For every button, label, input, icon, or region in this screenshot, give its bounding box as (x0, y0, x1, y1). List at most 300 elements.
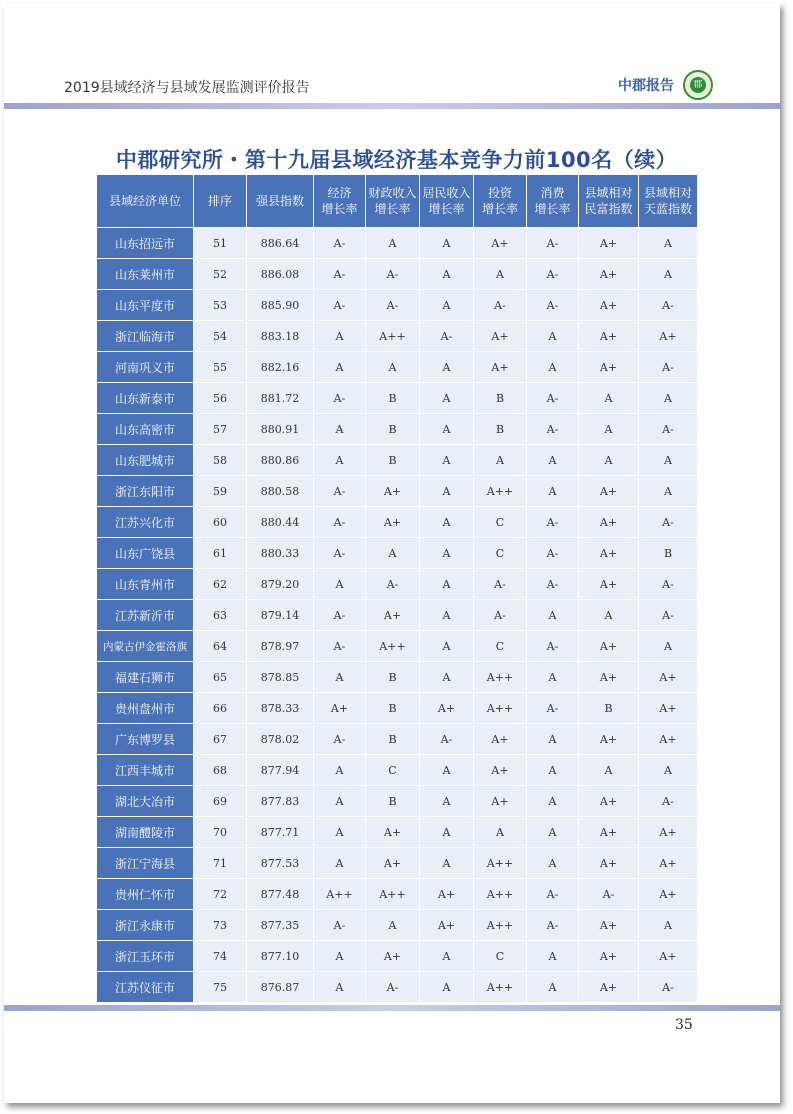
table-cell: A+ (579, 724, 639, 755)
county-name-cell: 山东高密市 (97, 414, 194, 445)
county-name-cell: 山东肥城市 (97, 445, 194, 476)
table-cell: 886.64 (247, 228, 314, 259)
table-cell: A (579, 383, 639, 414)
table-cell: A (639, 445, 698, 476)
table-cell: 67 (194, 724, 247, 755)
table-row (97, 352, 698, 383)
table-cell: B (474, 383, 527, 414)
county-name-cell: 江西丰城市 (97, 755, 194, 786)
table-cell: 70 (194, 817, 247, 848)
table-cell: A+ (579, 569, 639, 600)
table-row (97, 228, 698, 259)
table-cell: 885.90 (247, 290, 314, 321)
table-cell: A+ (579, 321, 639, 352)
table-cell: A+ (474, 724, 527, 755)
table-cell: 55 (194, 352, 247, 383)
table-cell: A (314, 352, 366, 383)
table-cell: 880.44 (247, 507, 314, 538)
table-cell: B (366, 786, 420, 817)
table-row (97, 538, 698, 569)
table-cell: A++ (314, 879, 366, 910)
table-cell: A- (579, 879, 639, 910)
table-cell: A++ (366, 321, 420, 352)
table-cell: C (474, 631, 527, 662)
table-cell: A (527, 755, 579, 786)
column-header-line: 投资 (487, 186, 512, 200)
table-cell: A (420, 600, 474, 631)
table-cell: A (474, 445, 527, 476)
table-cell: A (527, 662, 579, 693)
table-cell: A (314, 786, 366, 817)
table-cell: A- (474, 290, 527, 321)
table-cell: 877.83 (247, 786, 314, 817)
table-cell: A- (527, 910, 579, 941)
table-cell: A+ (579, 786, 639, 817)
county-name-cell: 江苏仪征市 (97, 972, 194, 1003)
table-cell: 57 (194, 414, 247, 445)
table-cell: A- (314, 259, 366, 290)
table-cell: A+ (474, 352, 527, 383)
table-cell: A+ (579, 817, 639, 848)
table-row (97, 600, 698, 631)
table-row (97, 290, 698, 321)
table-cell: A (366, 228, 420, 259)
county-name-cell: 浙江玉环市 (97, 941, 194, 972)
table-cell: A (420, 569, 474, 600)
county-name-cell: 山东广饶县 (97, 538, 194, 569)
column-header (420, 175, 474, 228)
table-cell: B (366, 662, 420, 693)
table-cell: 73 (194, 910, 247, 941)
table-cell: A- (527, 631, 579, 662)
county-name-cell: 浙江临海市 (97, 321, 194, 352)
county-name-cell: 广东博罗县 (97, 724, 194, 755)
table-cell: A (474, 259, 527, 290)
table-cell: 71 (194, 848, 247, 879)
report-title: 2019县域经济与县域发展监测评价报告 (64, 80, 310, 96)
table-cell: A+ (639, 693, 698, 724)
table-cell: A- (366, 569, 420, 600)
table-cell: 54 (194, 321, 247, 352)
header-divider (4, 103, 780, 109)
column-header (314, 175, 366, 228)
table-cell: A (639, 259, 698, 290)
table-cell: A- (314, 476, 366, 507)
county-name-cell: 浙江宁海县 (97, 848, 194, 879)
table-cell: A (639, 755, 698, 786)
table-cell: 878.33 (247, 693, 314, 724)
table-row (97, 321, 698, 352)
table-cell: A- (639, 569, 698, 600)
table-row (97, 507, 698, 538)
table-cell: A- (314, 538, 366, 569)
table-cell: A++ (366, 631, 420, 662)
table-cell: A- (314, 631, 366, 662)
table-cell: A- (639, 786, 698, 817)
table-cell: B (366, 383, 420, 414)
table-cell: A- (366, 290, 420, 321)
county-name-cell: 河南巩义市 (97, 352, 194, 383)
table-cell: 66 (194, 693, 247, 724)
table-cell: A (527, 817, 579, 848)
table-cell: A++ (474, 476, 527, 507)
table-row (97, 631, 698, 662)
table-body (97, 228, 698, 1003)
table-row (97, 476, 698, 507)
table-cell: A (527, 724, 579, 755)
table-cell: A++ (366, 879, 420, 910)
table-cell: A++ (474, 662, 527, 693)
table-cell: A+ (579, 910, 639, 941)
table-cell: 886.08 (247, 259, 314, 290)
column-header-line: 增长率 (534, 202, 571, 216)
table-cell: A+ (579, 941, 639, 972)
table-cell: 63 (194, 600, 247, 631)
column-header-line: 县域经济单位 (108, 194, 181, 208)
table-cell: A (579, 600, 639, 631)
table-cell: A+ (639, 662, 698, 693)
table-cell: 879.20 (247, 569, 314, 600)
table-row (97, 414, 698, 445)
column-header-line: 居民收入 (422, 186, 471, 200)
table-cell: 880.91 (247, 414, 314, 445)
table-cell: 75 (194, 972, 247, 1003)
county-name-cell: 江苏兴化市 (97, 507, 194, 538)
table-cell: C (366, 755, 420, 786)
table-cell: A (639, 228, 698, 259)
table-cell: A (420, 538, 474, 569)
table-cell: 58 (194, 445, 247, 476)
table-cell: A (314, 662, 366, 693)
table-cell: A- (527, 538, 579, 569)
table-cell: 878.85 (247, 662, 314, 693)
table-cell: 878.97 (247, 631, 314, 662)
table-cell: A (420, 941, 474, 972)
table-cell: 52 (194, 259, 247, 290)
county-name-cell: 湖北大冶市 (97, 786, 194, 817)
table-cell: A- (314, 724, 366, 755)
table-cell: 72 (194, 879, 247, 910)
table-cell: B (366, 693, 420, 724)
table-cell: A (420, 259, 474, 290)
county-name-cell: 山东平度市 (97, 290, 194, 321)
table-cell: A (420, 507, 474, 538)
table-cell: A+ (579, 538, 639, 569)
column-header-line: 增长率 (374, 202, 411, 216)
column-header (474, 175, 527, 228)
column-header (97, 175, 194, 228)
table-cell: A (527, 941, 579, 972)
table-row (97, 786, 698, 817)
table-cell: A (527, 786, 579, 817)
table-cell: A (314, 817, 366, 848)
table-row (97, 972, 698, 1003)
table-cell: A (420, 817, 474, 848)
table-cell: A (314, 755, 366, 786)
table-row (97, 569, 698, 600)
table-cell: A+ (639, 724, 698, 755)
table-cell: 880.58 (247, 476, 314, 507)
table-cell: 877.35 (247, 910, 314, 941)
table-cell: A (527, 848, 579, 879)
table-cell: B (366, 724, 420, 755)
table-cell: 877.10 (247, 941, 314, 972)
table-cell: A+ (579, 352, 639, 383)
table-cell: B (579, 693, 639, 724)
column-header-line: 增长率 (428, 202, 465, 216)
table-cell: A+ (579, 631, 639, 662)
table-cell: A- (420, 321, 474, 352)
table-cell: A- (527, 569, 579, 600)
county-name-cell: 山东青州市 (97, 569, 194, 600)
table-cell: 61 (194, 538, 247, 569)
table-cell: A+ (579, 259, 639, 290)
table-cell: A- (527, 879, 579, 910)
table-cell: A- (527, 228, 579, 259)
brand-name: 中郡报告 (618, 78, 674, 94)
table-cell: 882.16 (247, 352, 314, 383)
table-cell: A (420, 476, 474, 507)
table-row (97, 693, 698, 724)
brand-logo-icon (683, 70, 713, 100)
table-cell: 880.33 (247, 538, 314, 569)
table-cell: A- (314, 600, 366, 631)
county-name-cell: 山东招远市 (97, 228, 194, 259)
column-header-line: 增长率 (321, 202, 358, 216)
table-cell: A (639, 910, 698, 941)
table-cell: A+ (639, 879, 698, 910)
county-name-cell: 山东莱州市 (97, 259, 194, 290)
table-cell: 59 (194, 476, 247, 507)
county-name-cell: 贵州盘州市 (97, 693, 194, 724)
table-cell: A+ (474, 228, 527, 259)
table-cell: C (474, 538, 527, 569)
table-cell: 877.53 (247, 848, 314, 879)
table-cell: 64 (194, 631, 247, 662)
table-cell: A++ (474, 693, 527, 724)
county-name-cell: 浙江东阳市 (97, 476, 194, 507)
table-cell: A- (639, 972, 698, 1003)
table-cell: A (639, 383, 698, 414)
column-header (579, 175, 639, 228)
table-row (97, 879, 698, 910)
table-cell: A+ (579, 507, 639, 538)
county-name-cell: 湖南醴陵市 (97, 817, 194, 848)
table-cell: A+ (314, 693, 366, 724)
table-cell: A+ (579, 228, 639, 259)
table-cell: A (579, 414, 639, 445)
page-number: 35 (675, 1017, 693, 1033)
table-cell: 69 (194, 786, 247, 817)
table-cell: A+ (474, 755, 527, 786)
table-cell: A (366, 352, 420, 383)
table-cell: A- (314, 507, 366, 538)
table-row (97, 910, 698, 941)
table-cell: A (314, 941, 366, 972)
county-name-cell: 福建石狮市 (97, 662, 194, 693)
table-cell: 56 (194, 383, 247, 414)
table-cell: 74 (194, 941, 247, 972)
table-cell: A (314, 414, 366, 445)
table-cell: A (474, 817, 527, 848)
table-cell: A (420, 383, 474, 414)
table-cell: A- (527, 383, 579, 414)
table-cell: A+ (420, 910, 474, 941)
table-cell: A+ (474, 786, 527, 817)
table-cell: A+ (474, 321, 527, 352)
column-header (366, 175, 420, 228)
column-header-line: 消费 (540, 186, 565, 200)
table-cell: A+ (420, 879, 474, 910)
table-cell: A+ (366, 507, 420, 538)
table-row (97, 383, 698, 414)
table-row (97, 848, 698, 879)
table-cell: A- (639, 352, 698, 383)
table-cell: A+ (579, 662, 639, 693)
column-header-line: 县域相对 (643, 186, 692, 200)
column-header-line: 增长率 (481, 202, 518, 216)
table-cell: A- (527, 693, 579, 724)
table-cell: A (314, 848, 366, 879)
table-cell: A (579, 755, 639, 786)
table-cell: A (639, 631, 698, 662)
table-cell: A- (527, 414, 579, 445)
logo-char: 郡 (690, 77, 706, 93)
table-row (97, 941, 698, 972)
table-cell: A- (639, 290, 698, 321)
table-cell: A (420, 786, 474, 817)
county-name-cell: 浙江永康市 (97, 910, 194, 941)
table-cell: A- (314, 383, 366, 414)
table-cell: A+ (366, 476, 420, 507)
table-cell: A+ (579, 476, 639, 507)
table-row (97, 817, 698, 848)
table-cell: A- (474, 569, 527, 600)
table-cell: A (314, 321, 366, 352)
table-cell: A- (639, 507, 698, 538)
table-title: 中郡研究所・第十九届县域经济基本竞争力前100名（续） (115, 148, 678, 172)
table-cell: A (420, 972, 474, 1003)
table-cell: 879.14 (247, 600, 314, 631)
table-cell: A (420, 445, 474, 476)
county-name-cell: 江苏新沂市 (97, 600, 194, 631)
table-cell: A (420, 352, 474, 383)
table-row (97, 755, 698, 786)
table-cell: A (527, 445, 579, 476)
county-name-cell: 贵州仁怀市 (97, 879, 194, 910)
column-header-line: 民富指数 (584, 202, 633, 216)
table-cell: A+ (366, 941, 420, 972)
table-cell: A- (366, 259, 420, 290)
table-cell: A (366, 538, 420, 569)
table-cell: A (527, 476, 579, 507)
table-cell: B (366, 414, 420, 445)
table-cell: A (314, 445, 366, 476)
table-cell: B (474, 414, 527, 445)
table-cell: B (639, 538, 698, 569)
table-header-row (97, 175, 698, 228)
table-cell: C (474, 941, 527, 972)
county-name-cell: 内蒙古伊金霍洛旗 (97, 631, 194, 662)
table-row (97, 662, 698, 693)
table-cell: A (420, 848, 474, 879)
table-cell: A (420, 228, 474, 259)
table-cell: A- (474, 600, 527, 631)
table-cell: 60 (194, 507, 247, 538)
table-cell: 883.18 (247, 321, 314, 352)
table-cell: A- (527, 290, 579, 321)
table-cell: A (527, 352, 579, 383)
table-cell: A (366, 910, 420, 941)
table-cell: A++ (474, 848, 527, 879)
table-cell: A+ (639, 941, 698, 972)
column-header (247, 175, 314, 228)
table-cell: A- (314, 910, 366, 941)
table-cell: A+ (639, 817, 698, 848)
table-cell: A (527, 972, 579, 1003)
table-cell: A (420, 414, 474, 445)
column-header-line: 天蓝指数 (643, 202, 692, 216)
table-cell: A (639, 476, 698, 507)
table-cell: A+ (579, 972, 639, 1003)
table-cell: 62 (194, 569, 247, 600)
column-header-line: 经济 (327, 186, 352, 200)
column-header (194, 175, 247, 228)
column-header-line: 排序 (207, 194, 232, 208)
table-cell: 65 (194, 662, 247, 693)
table-cell: A- (527, 259, 579, 290)
table-cell: 68 (194, 755, 247, 786)
table-cell: A- (314, 290, 366, 321)
footer-divider (4, 1005, 780, 1011)
table-cell: A- (366, 972, 420, 1003)
table-cell: A (420, 755, 474, 786)
table-cell: 876.87 (247, 972, 314, 1003)
table-cell: A- (420, 724, 474, 755)
table-cell: A- (314, 228, 366, 259)
table-cell: A++ (474, 910, 527, 941)
table-cell: 878.02 (247, 724, 314, 755)
table-cell: A (579, 445, 639, 476)
county-name-cell: 山东新泰市 (97, 383, 194, 414)
table-cell: 881.72 (247, 383, 314, 414)
table-cell: 880.86 (247, 445, 314, 476)
table-cell: A+ (366, 817, 420, 848)
table-cell: B (366, 445, 420, 476)
table-cell: A (314, 972, 366, 1003)
table-cell: A (527, 600, 579, 631)
table-cell: 53 (194, 290, 247, 321)
ranking-table (96, 174, 698, 1003)
table-cell: A+ (420, 693, 474, 724)
table-cell: A (527, 321, 579, 352)
table-cell: A (420, 662, 474, 693)
table-cell: A+ (639, 321, 698, 352)
table-row (97, 445, 698, 476)
table-cell: 877.48 (247, 879, 314, 910)
table-cell: C (474, 507, 527, 538)
table-cell: A- (639, 414, 698, 445)
table-cell: A (420, 631, 474, 662)
column-header (527, 175, 579, 228)
column-header (639, 175, 698, 228)
table-cell: A- (527, 507, 579, 538)
column-header-line: 县域相对 (584, 186, 633, 200)
column-header-line: 强县指数 (255, 194, 304, 208)
table-cell: 877.71 (247, 817, 314, 848)
table-cell: A+ (579, 290, 639, 321)
table-cell: 877.94 (247, 755, 314, 786)
